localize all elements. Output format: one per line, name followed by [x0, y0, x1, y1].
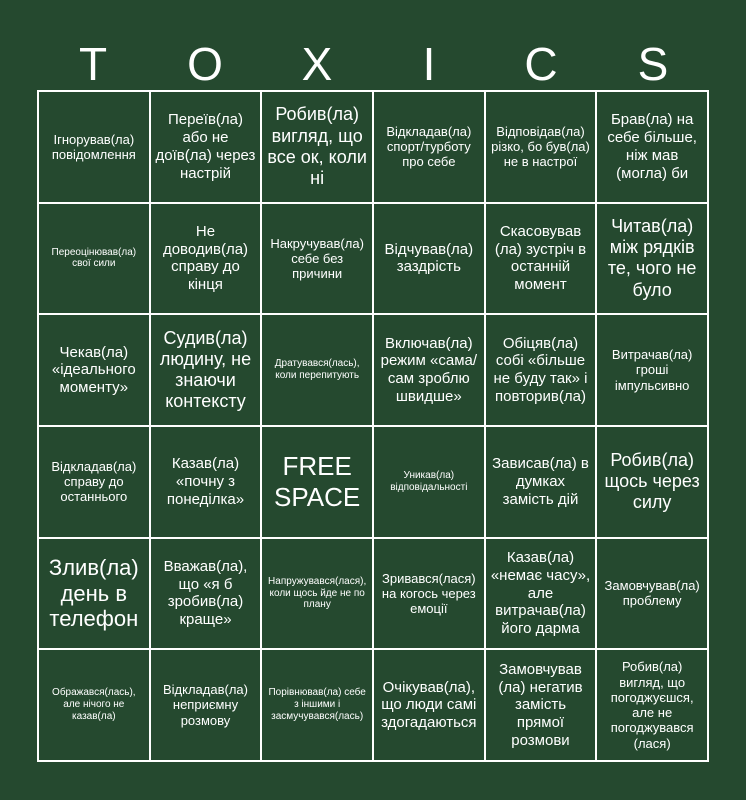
bingo-cell[interactable]: Замовчував (ла) негатив замість прямої розмови [486, 650, 596, 760]
title-letter: T [78, 38, 108, 90]
bingo-cell[interactable]: Брав(ла) на себе більше, ніж мав (могла) би [597, 92, 707, 202]
bingo-cell[interactable]: Ігнорував(ла) повідомлення [39, 92, 149, 202]
bingo-cell[interactable]: Відповідав(ла) різко, бо був(ла) не в настрої [486, 92, 596, 202]
bingo-cell[interactable]: Робив(ла) вигляд, що все ок, коли ні [262, 92, 372, 202]
bingo-cell[interactable]: Читав(ла) між рядків те, чого не було [597, 204, 707, 314]
bingo-cell[interactable]: Робив(ла) вигляд, що погоджуєшся, але не погоджувався (лася) [597, 650, 707, 760]
bingo-cell[interactable]: Переоцінював(ла) свої сили [39, 204, 149, 314]
bingo-cell[interactable]: Ображався(лась), але нічого не казав(ла) [39, 650, 149, 760]
title-letter: S [637, 38, 669, 90]
bingo-cell[interactable]: Відчував(ла) заздрість [374, 204, 484, 314]
bingo-cell[interactable]: Замовчував(ла) проблему [597, 539, 707, 649]
bingo-cell[interactable]: Не доводив(ла) справу до кінця [151, 204, 261, 314]
bingo-cell[interactable]: Чекав(ла) «ідеального моменту» [39, 315, 149, 425]
bingo-cell[interactable]: Уникав(ла) відповідальності [374, 427, 484, 537]
bingo-cell[interactable]: Казав(ла) «немає часу», але витрачав(ла) його дарма [486, 539, 596, 649]
bingo-cell[interactable]: Обіцяв(ла) собі «більше не буду так» і повторив(ла) [486, 315, 596, 425]
title-letter: O [187, 38, 223, 90]
bingo-cell[interactable]: Судив(ла) людину, не знаючи контексту [151, 315, 261, 425]
bingo-cell[interactable]: Зависав(ла) в думках замість дій [486, 427, 596, 537]
bingo-cell[interactable]: Порівнював(ла) себе з іншими і засмучувався(лась) [262, 650, 372, 760]
title-letter: X [301, 38, 333, 90]
bingo-cell[interactable]: Робив(ла) щось через силу [597, 427, 707, 537]
bingo-cell[interactable]: Накручував(ла) себе без причини [262, 204, 372, 314]
title-letter: C [524, 38, 558, 90]
bingo-cell[interactable]: Відкладав(ла) справу до останнього [39, 427, 149, 537]
bingo-cell[interactable]: Зривався(лася) на когось через емоції [374, 539, 484, 649]
bingo-cell[interactable]: Казав(ла) «почну з понеділка» [151, 427, 261, 537]
bingo-cell[interactable]: Скасовував (ла) зустріч в останній момент [486, 204, 596, 314]
free-space-cell[interactable]: FREE SPACE [262, 427, 372, 537]
bingo-cell[interactable]: Включав(ла) режим «сама/сам зроблю швидше» [374, 315, 484, 425]
bingo-cell[interactable]: Відкладав(ла) неприємну розмову [151, 650, 261, 760]
bingo-title [37, 38, 709, 90]
bingo-cell[interactable]: Напружувався(лася), коли щось йде не по плану [262, 539, 372, 649]
bingo-cell[interactable]: Витрачав(ла) гроші імпульсивно [597, 315, 707, 425]
bingo-cell[interactable]: Відкладав(ла) спорт/турботу про себе [374, 92, 484, 202]
bingo-cell[interactable]: Вважав(ла), що «я б зробив(ла) краще» [151, 539, 261, 649]
bingo-cell[interactable]: Дратувався(лась), коли перепитують [262, 315, 372, 425]
bingo-cell[interactable]: Переїв(ла) або не доїв(ла) через настрій [151, 92, 261, 202]
bingo-cell[interactable]: Очікував(ла), що люди самі здогадаються [374, 650, 484, 760]
title-letter: I [422, 38, 436, 90]
bingo-cell[interactable]: Злив(ла) день в телефон [39, 539, 149, 649]
bingo-board [37, 90, 709, 762]
